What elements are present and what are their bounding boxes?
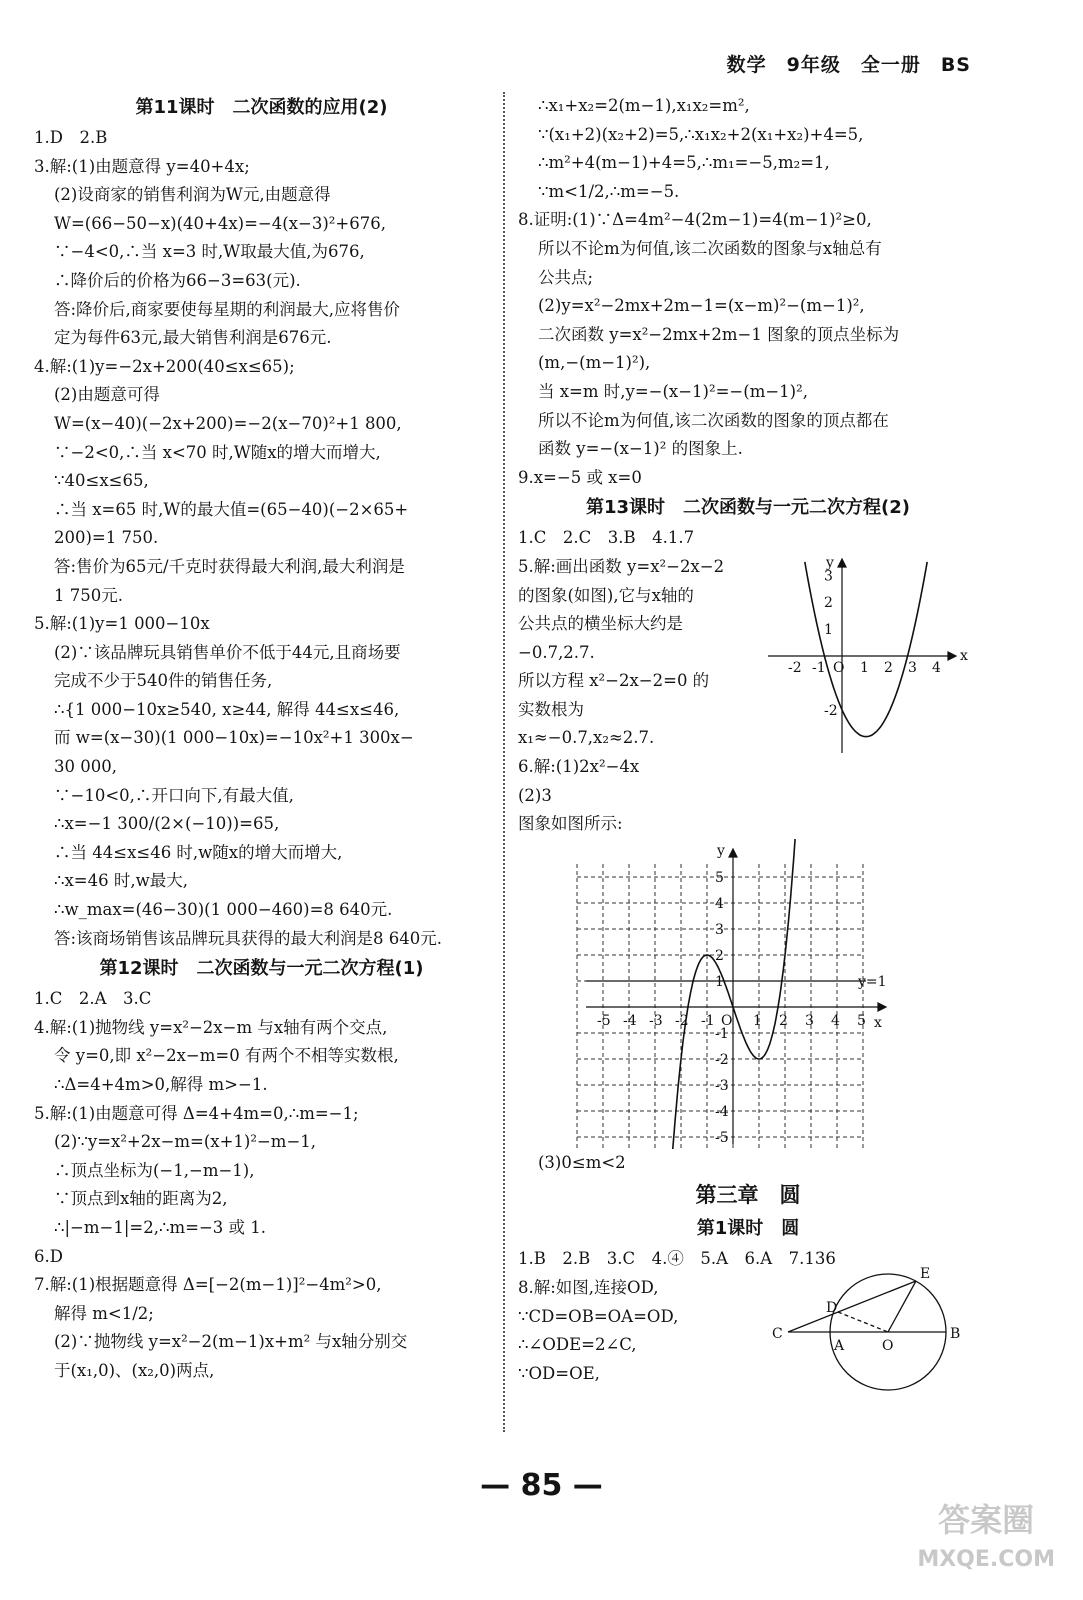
y-tick-label: 2 [715,947,724,964]
line-label: y=1 [858,973,887,990]
answer-line: 答:该商场销售该品牌玩具获得的最大利润是8 640元. [54,928,443,948]
answer-line: ∵(x₁+2)(x₂+2)=5,∴x₁x₂+2(x₁+x₂)+4=5, [538,124,864,144]
watermark-bottom: MXQE.COM [917,1547,1055,1572]
answer-line: (2)设商家的销售利润为W元,由题意得 [54,185,331,205]
point-label: C [772,1326,783,1343]
answer-line: (2)∵抛物线 y=x²−2(m−1)x+m² 与x轴分别交 [54,1332,408,1352]
answer-line: (2)∵y=x²+2x−m=(x+1)²−m−1, [54,1132,317,1152]
x-tick-label: 2 [779,1012,788,1029]
x-tick-label: -2 [788,659,802,676]
chapter-title: 第三章 圆 [695,1183,801,1208]
page-number: — 85 — [480,1468,603,1503]
lesson-title: 第13课时 二次函数与一元二次方程(2) [585,497,911,519]
answer-line: ∴当 x=65 时,W的最大值=(65−40)(−2×65+ [54,499,409,519]
y-tick-label: -4 [715,1103,729,1120]
y-tick-label: -1 [715,1025,729,1042]
answer-line: ∵−10<0,∴开口向下,有最大值, [54,785,294,805]
x-tick-label: -1 [812,659,826,676]
circle-figure [768,1266,968,1396]
answer-line: (2)由题意可得 [54,385,160,405]
answer-line: 公共点; [538,267,594,287]
answer-line: 8.解:如图,连接OD, [518,1278,659,1298]
answer-line: ∴m²+4(m−1)+4=5,∴m₁=−5,m₂=1, [538,153,830,173]
q8-block [518,1266,978,1388]
page-header: 数学 9年级 全一册 BS [726,54,971,76]
watermark-top: 答案圈 [938,1501,1035,1539]
left-column [34,92,489,1386]
q6-part3: (3)0≤m<2 [538,1152,626,1172]
y-axis-label: y [717,842,725,859]
x-tick-label: -2 [675,1012,689,1029]
answer-line: 所以方程 x²−2x−2=0 的 [518,671,710,691]
y-tick-label: -5 [715,1129,729,1146]
answer-line: ∴|−m−1|=2,∴m=−3 或 1. [54,1217,267,1237]
answer-line: ∵顶点到x轴的距离为2, [54,1189,228,1209]
answer-line: 8.证明:(1)∵Δ=4m²−4(2m−1)=4(m−1)²≥0, [518,210,872,230]
parabola-graph-small [768,553,968,758]
x-tick-label: -4 [623,1012,637,1029]
answer-line: 6.D [34,1246,63,1266]
y-tick-label: -2 [824,702,838,719]
cubic-graph-large [566,839,896,1149]
right-column [518,92,978,1388]
answer-line: 5.解:画出函数 y=x²−2x−2 [518,556,725,576]
answer-line: 所以不论m为何值,该二次函数的图象的顶点都在 [538,410,889,430]
answer-line: ∵m<1/2,∴m=−5. [538,181,680,201]
answer-line: ∴当 44≤x≤46 时,w随x的增大而增大, [54,842,343,862]
answer-line: −0.7,2.7. [518,642,595,662]
answer-line: 实数根为 [518,699,584,719]
answer-line: 图象如图所示: [518,814,623,834]
y-tick-label: 5 [715,869,724,886]
y-tick-label: -3 [715,1077,729,1094]
answer-line: 200)=1 750. [54,528,159,548]
answer-line: 所以不论m为何值,该二次函数的图象与x轴总有 [538,238,882,258]
answer-line: ∴降价后的价格为66−3=63(元). [54,270,301,290]
y-tick-label: -2 [715,1051,729,1068]
answer-line: W=(x−40)(−2x+200)=−2(x−70)²+1 800, [54,413,402,433]
answer-line: 4.解:(1)抛物线 y=x²−2x−m 与x轴有两个交点, [34,1017,388,1037]
x-tick-label: O [833,659,845,676]
answer-line: 3.解:(1)由题意得 y=40+4x; [34,156,250,176]
answer-line: ∴{1 000−10x≥540, x≥44, 解得 44≤x≤46, [54,699,400,719]
answer-line: 1.C 2.C 3.B 4.1.7 [518,528,695,548]
answer-line: (m,−(m−1)²), [538,353,651,373]
answer-line: 于(x₁,0)、(x₂,0)两点, [54,1360,215,1380]
answer-line: 5.解:(1)由题意可得 Δ=4+4m=0,∴m=−1; [34,1103,359,1123]
answer-line: ∵OD=OE, [518,1363,600,1383]
x-tick-label: 1 [860,659,869,676]
answer-line: 当 x=m 时,y=−(x−1)²=−(m−1)², [538,381,808,401]
watermark [917,1500,1055,1580]
answer-line: 二次函数 y=x²−2mx+2m−1 图象的顶点坐标为 [538,324,900,344]
lesson-title-circle: 第1课时 圆 [696,1218,800,1240]
answer-line: 6.解:(1)2x²−4x [518,757,640,777]
answer-line: ∴∠ODE=2∠C, [518,1335,637,1355]
answer-line: 7.解:(1)根据题意得 Δ=[−2(m−1)]²−4m²>0, [34,1275,382,1295]
answer-line: x₁≈−0.7,x₂≈2.7. [518,728,655,748]
answer-line: ∵−2<0,∴当 x<70 时,W随x的增大而增大, [54,442,381,462]
y-axis-label: y [826,554,834,571]
answer-line: 的图象(如图),它与x轴的 [518,585,694,605]
x-tick-label: 3 [908,659,917,676]
q5-block [518,553,978,753]
answer-line: ∵40≤x≤65, [54,471,149,491]
answer-line: ∴顶点坐标为(−1,−m−1), [54,1160,255,1180]
answer-line: 1.C 2.A 3.C [34,989,152,1009]
x-axis-label: x [874,1014,882,1031]
point-label: D [826,1300,838,1317]
origin-label: O [721,1012,733,1029]
answer-line: 4.解:(1)y=−2x+200(40≤x≤65); [34,356,295,376]
x-tick-label: 5 [857,1012,866,1029]
answer-line: 答:降价后,商家要使每星期的利润最大,应将售价 [54,299,401,319]
answer-line: ∴x=−1 300/(2×(−10))=65, [54,814,280,834]
answer-line: ∴x=46 时,w最大, [54,871,188,891]
x-tick-label: -3 [649,1012,663,1029]
x-tick-label: 3 [805,1012,814,1029]
answer-line: 1 750元. [54,585,123,605]
y-tick-label: 1 [715,973,724,990]
answer-line: 函数 y=−(x−1)² 的图象上. [538,439,743,459]
answer-line: 30 000, [54,757,117,777]
answer-line: 完成不少于540件的销售任务, [54,671,273,691]
point-label: O [882,1338,894,1355]
x-tick-label: 4 [932,659,941,676]
answer-line: W=(66−50−x)(40+4x)=−4(x−3)²+676, [54,213,386,233]
x-tick-label: -1 [701,1012,715,1029]
point-label: E [920,1266,931,1283]
answer-line: 而 w=(x−30)(1 000−10x)=−10x²+1 300x− [54,728,414,748]
answer-line: 答:售价为65元/千克时获得最大利润,最大利润是 [54,556,405,576]
answer-line: ∵CD=OB=OA=OD, [518,1306,679,1326]
y-tick-label: 4 [715,895,724,912]
x-axis-label: x [960,647,968,664]
column-divider [503,92,505,1432]
answer-line: 定为每件63元,最大销售利润是676元. [54,328,332,348]
answer-line: 9.x=−5 或 x=0 [518,467,642,487]
x-tick-label: 1 [753,1012,762,1029]
x-tick-label: -5 [597,1012,611,1029]
y-tick-label: 3 [715,921,724,938]
point-label: B [950,1326,961,1343]
y-tick-label: 3 [824,568,833,585]
answer-line: ∴w_max=(46−30)(1 000−460)=8 640元. [54,900,393,920]
circle-answers: 1.B 2.B 3.C 4.④ 5.A 6.A 7.136 [518,1249,836,1269]
x-tick-label: 4 [831,1012,840,1029]
y-tick-label: 2 [824,595,833,612]
x-tick-label: 2 [884,659,893,676]
answer-line: ∴x₁+x₂=2(m−1),x₁x₂=m², [538,96,750,115]
answer-line: 1.D 2.B [34,128,108,147]
answer-line: (2)∵该品牌玩具销售单价不低于44元,且商场要 [54,642,401,662]
answer-line: ∴Δ=4+4m>0,解得 m>−1. [54,1075,268,1094]
lesson-title: 第11课时 二次函数的应用(2) [135,97,388,118]
answer-line: 5.解:(1)y=1 000−10x [34,614,210,634]
answer-line: (2)3 [518,785,552,805]
point-label: A [834,1338,845,1355]
lesson-title: 第12课时 二次函数与一元二次方程(1) [99,958,424,980]
answer-line: 解得 m<1/2; [54,1303,154,1323]
answer-line: 公共点的横坐标大约是 [518,614,683,634]
answer-line: 令 y=0,即 x²−2x−m=0 有两个不相等实数根, [54,1046,399,1066]
answer-line: (2)y=x²−2mx+2m−1=(x−m)²−(m−1)², [538,296,865,316]
y-tick-label: 1 [824,622,833,639]
answer-line: ∵−4<0,∴当 x=3 时,W取最大值,为676, [54,242,365,262]
